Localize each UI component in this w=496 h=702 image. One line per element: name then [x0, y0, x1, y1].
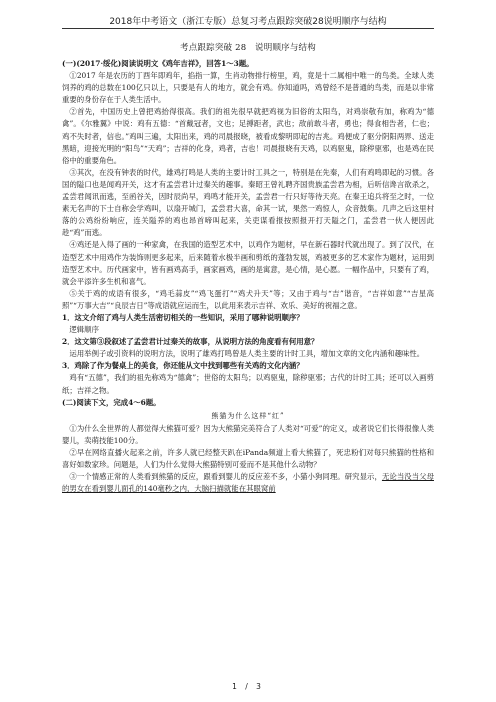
paragraph: ⑤关于鸡的成语有很多，“鸡毛蒜皮”“鸡飞蛋打”“鸡犬升天”等；又由于鸡与“吉”谐音，“吉祥如意”“吉星高照”“万事大吉”“良辰吉日”等成语就应运而生，以此用来表示吉祥、欢乐、美好的祝福之意。	[62, 288, 434, 310]
paragraph: ②早在网络直播火起来之前，许多人就已经整天趴在iPanda频道上看大熊猫了，死忠粉们对每只熊猫的性格和喜好如数家珍。问题是，人们为什么觉得大熊猫特别可爱而不是其他什么动物？	[62, 448, 434, 470]
paragraph: ④鸡还是入得了画的一种家禽，在我国的造型艺术中，以鸡作为题材，早在新石器时代就出现了。到了汉代，在造型艺术中用鸡作为装饰则更多起来，后来随着水极半画和剪纸的蓬勃发展，鸡被更多的艺术家作为题材，运用到造型艺术中。历代画家中，皆有画鸡高手，画家画鸡，画的是寓意，是心情，是心愿。一幅作品中，只要有了鸡，就会平添许多生机和喜气。	[62, 240, 434, 286]
paragraph: ③其次，在没有钟表的时代，雄鸡打鸣是人类的主要计时工具之一，特别是在先秦，人们有鸡鸣即起的习惯。各国的隘口也是闻鸡开关，这才有孟尝君计过秦关的趣事。秦昭王曾礼聘齐国贵族孟尝君为相，后听信谗言欲杀之，孟尝君闻讯而逃，至函谷关，因时辰尚早，鸡鸣才能开关，孟尝君一行只好等待天亮。在秦王追兵将至之时，一位素无名声的下士自称会学鸡叫，以扇开城门，孟尝君大喜，命其一试，果然一鸡惊人，众音鼓集。几声之后这里村落的公鸡纷纷响应，连关隘养的鸡也昂首啼叫起来，关吏谋看报按照报开打天隘之门，孟尝君一伙人便因此趁“鸡”而逃。	[62, 167, 434, 238]
page-number: 1 / 3	[232, 682, 264, 691]
question: 1．这文介绍了鸡与人类生活密切相关的一些知识，采用了哪种说明顺序？	[62, 312, 304, 322]
answer: 逻辑顺序	[69, 325, 99, 335]
section-heading: (一)(2017·绥化)阅读说明文《鸡年吉祥》，回答1～3题。	[62, 59, 254, 68]
document-body	[62, 58, 434, 495]
header-divider	[62, 28, 434, 29]
running-header: 2018年中考语文（浙江专版）总复习考点跟踪突破28说明顺序与结构	[109, 17, 387, 27]
section-heading: (二)阅读下文，完成4～6题。	[62, 397, 161, 407]
paragraph	[62, 471, 434, 495]
paragraph: ②首先，中国历史上曾把鸡抬得很高。我们的祖先很早就把鸡视为旧俗的太阳鸟，对鸡崇敬有加，称鸡为“德禽”。《尔雅翼》中说：鸡有五德：“首戴冠者，文也；足搏距者，武也；敌前敢斗者，勇也；得食相告者，仁也；鸡不失时者，信也。”鸡叫三遍，太阳出来，鸡的司晨报晓，被看成黎明即起的吉兆。鸡便成了驱分阴阳两界、送走黑暗，迎接光明的“阳鸟”“天鸡”；吉祥的化身，鸡者，吉也！司晨报晓有天鸡，以鸡驱鬼，除秽驱邪，也是鸡在民俗中的重要角色。	[62, 107, 434, 165]
question: 2．这文第③段叙述了孟尝君计过秦关的故事，从说明方法的角度看有何用意？	[62, 337, 319, 347]
paragraph-text: ③一个情感正常的人类看到熊猫的反应，跟看到婴儿的反应差不多，小猫小狗同理。研究显示，	[69, 472, 382, 482]
paragraph: ①2017 年是农历的丁酉年即鸡年，掐指一算，生肖动物排行榜里，鸡，竟是十二属相中唯一的鸟类。全球人类饲养的鸡的总数在100亿只以上，只要是有人的地方，就会有鸡。你知道吗，鸡曾经不是普通的鸟类，而是以非常重要的身份存在于人类生活中。	[62, 71, 434, 105]
underlined-text: 无论当没当父母的男女在看到婴儿面孔的140毫秒之内，大脑扫描就能在其眼窝前	[62, 472, 434, 494]
question: 3．鸡除了作为餐桌上的美食，你还能从文中找到哪些有关鸡的文化内涵？	[62, 361, 304, 371]
document-title: 考点跟踪突破 28 说明顺序与结构	[180, 43, 316, 53]
paragraph: ①为什么全世界的人都觉得大熊猫可爱？因为大熊猫完美符合了人类对“可爱”的定义，或者说它们长得很像人类婴儿，卖萌技能100分。	[62, 423, 434, 445]
article-title: 熊猫为什么这样“红”	[211, 411, 285, 420]
answer: 鸡有“五德”，我们的祖先称鸡为“德禽”；世俗的太阳鸟；以鸡驱鬼，除秽驱邪；古代的计时工具；还可以入画剪纸；吉祥之物。	[62, 373, 434, 395]
answer: 运用举例子或引资料的说明方法，说明了雄鸡打鸣曾是人类主要的计时工具，增加文章的文化内涵和趣味性。	[69, 349, 425, 359]
